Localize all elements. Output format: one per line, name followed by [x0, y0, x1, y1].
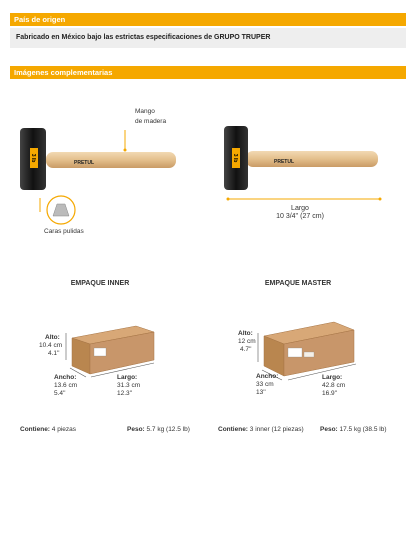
master-weight: [320, 426, 387, 433]
inner-alto-cm: 10.4 cm: [39, 342, 63, 349]
master-alto-cm: 12 cm: [238, 338, 256, 345]
origin-header: País de origen: [10, 13, 406, 26]
master-package-title: EMPAQUE MASTER: [264, 280, 332, 287]
master-contents-value: 3 inner (12 piezas): [249, 426, 304, 433]
master-ancho-label: Ancho:: [256, 373, 279, 380]
inner-alto-in: 4.1'': [48, 350, 60, 357]
master-largo-cm: 42.8 cm: [322, 382, 346, 389]
inner-alto-label: Alto:: [45, 334, 60, 341]
inner-package-title: EMPAQUE INNER: [70, 280, 130, 287]
brand-text: PRETUL: [274, 159, 294, 165]
inner-weight-value: 5.7 kg (12.5 lb): [146, 426, 190, 433]
master-contents-label: Contiene:: [218, 426, 248, 433]
length-value: 10 3/4'' (27 cm): [276, 213, 324, 220]
inner-contents-label: Contiene:: [20, 426, 50, 433]
master-largo-label: Largo:: [322, 374, 343, 381]
length-label: Largo: [291, 205, 309, 212]
master-weight-label: Peso:: [320, 426, 338, 433]
handle-callout-line2: de madera: [135, 118, 167, 125]
inner-largo-cm: 31.3 cm: [117, 382, 141, 389]
inner-ancho-in: 5.4'': [54, 390, 66, 397]
master-alto-in: 4.7'': [240, 346, 252, 353]
brand-text: PRETUL: [74, 160, 94, 166]
inner-largo-label: Largo:: [117, 374, 138, 381]
handle-callout-line1: Mango: [135, 108, 155, 115]
master-ancho-in: 13'': [256, 389, 266, 396]
gallery-header: Imágenes complementarias: [10, 66, 406, 79]
inner-weight-label: Peso:: [127, 426, 145, 433]
master-alto-label: Alto:: [238, 330, 253, 337]
master-contents: [218, 426, 304, 433]
master-weight-value: 17.5 kg (38.5 lb): [339, 426, 387, 433]
face-callout-label: Caras pulidas: [44, 228, 84, 235]
inner-largo-in: 12.3'': [117, 390, 133, 397]
head-mark-text: 3 lb: [232, 153, 238, 163]
master-largo-in: 16.9'': [322, 390, 338, 397]
master-ancho-cm: 33 cm: [256, 381, 274, 388]
inner-ancho-cm: 13.6 cm: [54, 382, 78, 389]
head-mark-text: 3 lb: [30, 153, 36, 163]
origin-text: Fabricado en México bajo las estrictas especificaciones de GRUPO TRUPER: [10, 28, 406, 48]
inner-weight: [127, 426, 190, 433]
inner-ancho-label: Ancho:: [54, 374, 77, 381]
inner-contents-value: 4 piezas: [51, 426, 77, 433]
inner-contents: [20, 426, 76, 433]
